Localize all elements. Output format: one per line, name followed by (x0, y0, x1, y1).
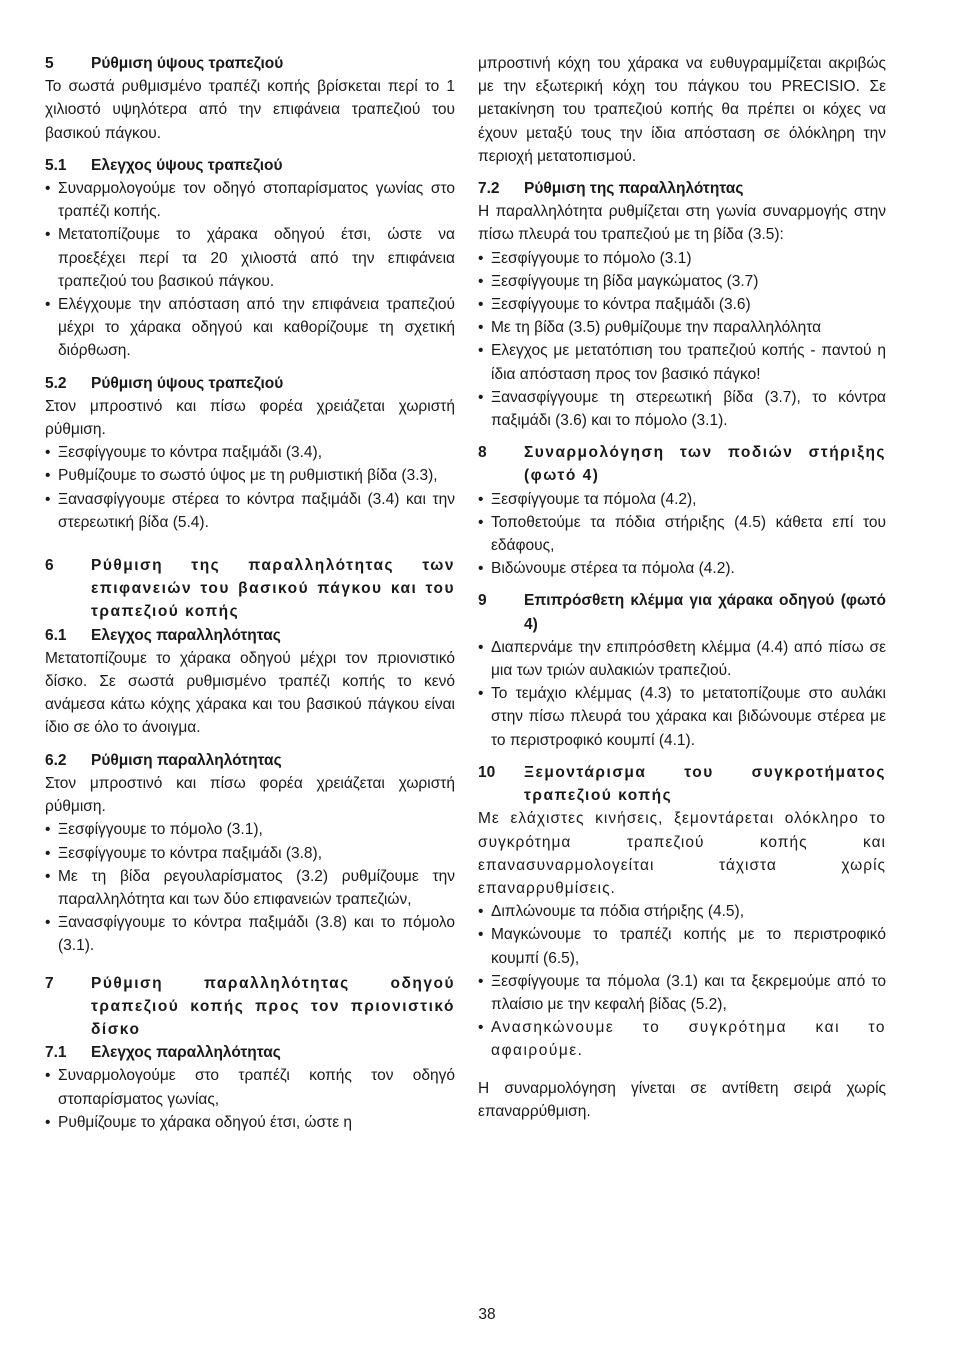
list-item: • Με τη βίδα (3.5) ρυθμίζουμε την παραλληλόλητα (478, 316, 886, 339)
bullet-list (478, 488, 886, 581)
section-heading-5-2 (45, 372, 455, 395)
bullet-list (45, 441, 455, 534)
bullet-list (45, 1064, 455, 1134)
list-item: • Ξεσφίγγουμε τα πόμολα (4.2), (478, 488, 886, 511)
paragraph-continued: μπροστινή κόχη του χάρακα να ευθυγραμμίζεται ακριβώς με την εξωτερική κόχη του πάγκου του PRECISIO. Σε μετακίνηση του τραπεζιού κοπής θα πρέπει οι κόχες να έχουν μεταξύ τους την ίδια απόσταση σε όλόκληρη την περιοχή μετατοπισμού. (478, 55, 886, 165)
section-number: 6.2 (45, 751, 67, 769)
bullet-list (45, 177, 455, 363)
list-item: • Μαγκώνουμε το τραπέζι κοπής με το περιστροφικό κουμπί (6.5), (478, 923, 886, 969)
section-heading-8 (478, 441, 886, 487)
section-title: Ελεγχος ύψους τραπεζιού (91, 156, 283, 174)
section-number: 5.2 (45, 374, 67, 392)
page-number: 38 (478, 1306, 496, 1323)
section-title: Ξεμοντάρισμα του συγκροτήματος τραπεζιού κοπής (524, 763, 886, 805)
list-item: • Διπλώνουμε τα πόδια στήριξης (4.5), (478, 900, 886, 923)
list-item: • Ξανασφίγγουμε τη στερεωτική βίδα (3.7), το κόντρα παξιμάδι (3.6) και το πόμολο (3.1). (478, 386, 886, 432)
paragraph: Με ελάχιστες κινήσεις, ξεμοντάρεται ολόκληρο το συγκρότημα τραπεζιού κοπής και επανασυναρμολογείται τάχιστα χωρίς επαναρρυθμίσεις. (478, 810, 886, 897)
paragraph: Το σωστά ρυθμισμένο τραπέζι κοπής βρίσκεται περί το 1 χιλιοστό υψηλότερα από την επιφάνεια τραπεζιού του βασικού πάγκου. (45, 78, 455, 142)
list-item: • Ξεσφίγγουμε τη βίδα μαγκώματος (3.7) (478, 270, 886, 293)
list-item: • Ξανασφίγγουμε στέρεα το κόντρα παξιμάδι (3.4) και την στερεωτική βίδα (5.4). (45, 488, 455, 534)
section-number: 7 (45, 974, 54, 992)
section-title: Συναρμολόγηση των ποδιών στήριξης (φωτό 4) (524, 444, 886, 485)
section-title: Ρύθμιση παραλληλότητας οδηγού τραπεζιού κοπής προς τον πριονιστικό δίσκο (91, 974, 455, 1038)
list-item: • Ελεγχος με μετατόπιση του τραπεζιού κοπής - παντού η ίδια απόσταση προς τον βασικό πάγκο! (478, 339, 886, 385)
list-item: • Βιδώνουμε στέρεα τα πόμολα (4.2). (478, 557, 886, 580)
list-item: • Τοποθετούμε τα πόδια στήριξης (4.5) κάθετα επί του εδάφους, (478, 511, 886, 557)
section-number: 5 (45, 55, 54, 72)
section-number: 6.1 (45, 626, 67, 644)
list-item: • Ελέγχουμε την απόσταση από την επιφάνεια τραπεζιού μέχρι το χάρακα οδηγού και καθορίζουμε τη σχετική διόρθωση. (45, 293, 455, 363)
section-title: Ελεγχος παραλληλότητας (91, 1044, 281, 1062)
list-item: • Ξεσφίγγουμε το κόντρα παξιμάδι (3.8), (45, 842, 455, 865)
bullet-list (478, 247, 886, 433)
list-item: • Ρυθμίζουμε το σωστό ύψος με τη ρυθμιστική βίδα (3.3), (45, 464, 455, 487)
section-number: 6 (45, 557, 54, 575)
section-number: 5.1 (45, 156, 67, 174)
right-column (478, 52, 886, 1123)
section-number: 10 (478, 763, 496, 781)
list-item: • Ξεσφίγγουμε το πόμολο (3.1), (45, 818, 455, 841)
section-number: 7.2 (478, 180, 500, 198)
bullet-list (478, 636, 886, 752)
section-number: 9 (478, 592, 487, 610)
closing-paragraph: Η συναρμολόγηση γίνεται σε αντίθετη σειρά χωρίς επαναρρύθμιση. (478, 1079, 886, 1120)
list-item: • Ξεσφίγγουμε το κόντρα παξιμάδι (3.4), (45, 441, 455, 464)
list-item: • Συναρμολογούμε τον οδηγό στοπαρίσματος γωνίας στο τραπέζι κοπής. (45, 177, 455, 223)
list-item: • Μετατοπίζουμε το χάρακα οδηγού έτσι, ώστε να προεξέχει περί τα 20 χιλιοστά από την επιφάνεια τραπεζιού του βασικού πάγκου. (45, 223, 455, 293)
section-heading-7 (45, 972, 455, 1042)
section-title: Ρύθμιση ύψους τραπεζιού (91, 55, 284, 72)
list-item: • Συναρμολογούμε στο τραπέζι κοπής τον οδηγό στοπαρίσματος γωνίας, (45, 1064, 455, 1110)
list-item: • Ξεσφίγγουμε τα πόμολα (3.1) και τα ξεκρεμούμε από το πλαίσιο με την κεφαλή βίδας (5.2), (478, 970, 886, 1016)
bullet-list (478, 900, 886, 1062)
bullet-list (45, 818, 455, 957)
section-title: Ελεγχος παραλληλότητας (91, 626, 281, 644)
paragraph: Στον μπροστινό και πίσω φορέα χρειάζεται χωριστή ρύθμιση. (45, 774, 455, 816)
list-item: • Ξεσφίγγουμε το κόντρα παξιμάδι (3.6) (478, 293, 886, 316)
section-heading-5-1 (45, 154, 455, 177)
section-title: Ρύθμιση παραλληλότητας (91, 751, 282, 769)
section-heading-5 (45, 52, 455, 75)
list-item: • Ρυθμίζουμε το χάρακα οδηγού έτσι, ώστε η (45, 1111, 455, 1134)
section-title: Ρύθμιση της παραλληλότητας των επιφανειών του βασικού πάγκου και του τραπεζιού κοπής (91, 557, 455, 621)
section-heading-6-1 (45, 624, 455, 647)
list-item: • Με τη βίδα ρεγουλαρίσματος (3.2) ρυθμίζουμε την παραλληλότητα και των δύο επιφανειών τραπεζιών, (45, 865, 455, 911)
section-heading-7-1 (45, 1041, 455, 1064)
paragraph: Μετατοπίζουμε το χάρακα οδηγού μέχρι τον πριονιστικό δίσκο. Σε σωστά ρυθμισμένο τραπέζι κοπής το κενό ανάμεσα κάτω κόχης χάρακα και του βασικού πάγκου είναι ίδιο σε όλο το άνοιγμα. (45, 649, 455, 737)
section-title: Ρύθμιση ύψους τραπεζιού (91, 374, 284, 392)
paragraph: Η παραλληλότητα ρυθμίζεται στη γωνία συναρμογής στην πίσω πλευρά του τραπεζιού με τη βίδα (3.5): (478, 203, 886, 244)
list-item: • Ξανασφίγγουμε το κόντρα παξιμάδι (3.8) και το πόμολο (3.1). (45, 911, 455, 957)
section-number: 8 (478, 444, 487, 462)
section-heading-6-2 (45, 749, 455, 772)
list-item: • Ξεσφίγγουμε το πόμολο (3.1) (478, 247, 886, 270)
section-title: Επιπρόσθετη κλέμμα για χάρακα οδηγού (φωτό 4) (524, 592, 886, 633)
list-item: • Διαπερνάμε την επιπρόσθετη κλέμμα (4.4) από πίσω σε μια των τριών αυλακιών τραπεζιού. (478, 636, 886, 682)
list-item: • Το τεμάχιο κλέμμας (4.3) το μετατοπίζουμε στο αυλάκι στην πίσω πλευρά του χάρακα και βιδώνουμε στέρεα με το περιστροφικό κουμπί (4.1). (478, 682, 886, 752)
section-heading-9 (478, 589, 886, 635)
section-heading-6 (45, 554, 455, 624)
section-heading-7-2 (478, 177, 886, 200)
section-heading-10 (478, 761, 886, 807)
list-item: • Ανασηκώνουμε το συγκρότημα και το αφαιρούμε. (478, 1016, 886, 1062)
paragraph: Στον μπροστινό και πίσω φορέα χρειάζεται χωριστή ρύθμιση. (45, 397, 455, 439)
left-column (45, 52, 455, 1134)
section-title: Ρύθμιση της παραλληλότητας (524, 180, 744, 198)
section-number: 7.1 (45, 1044, 67, 1062)
